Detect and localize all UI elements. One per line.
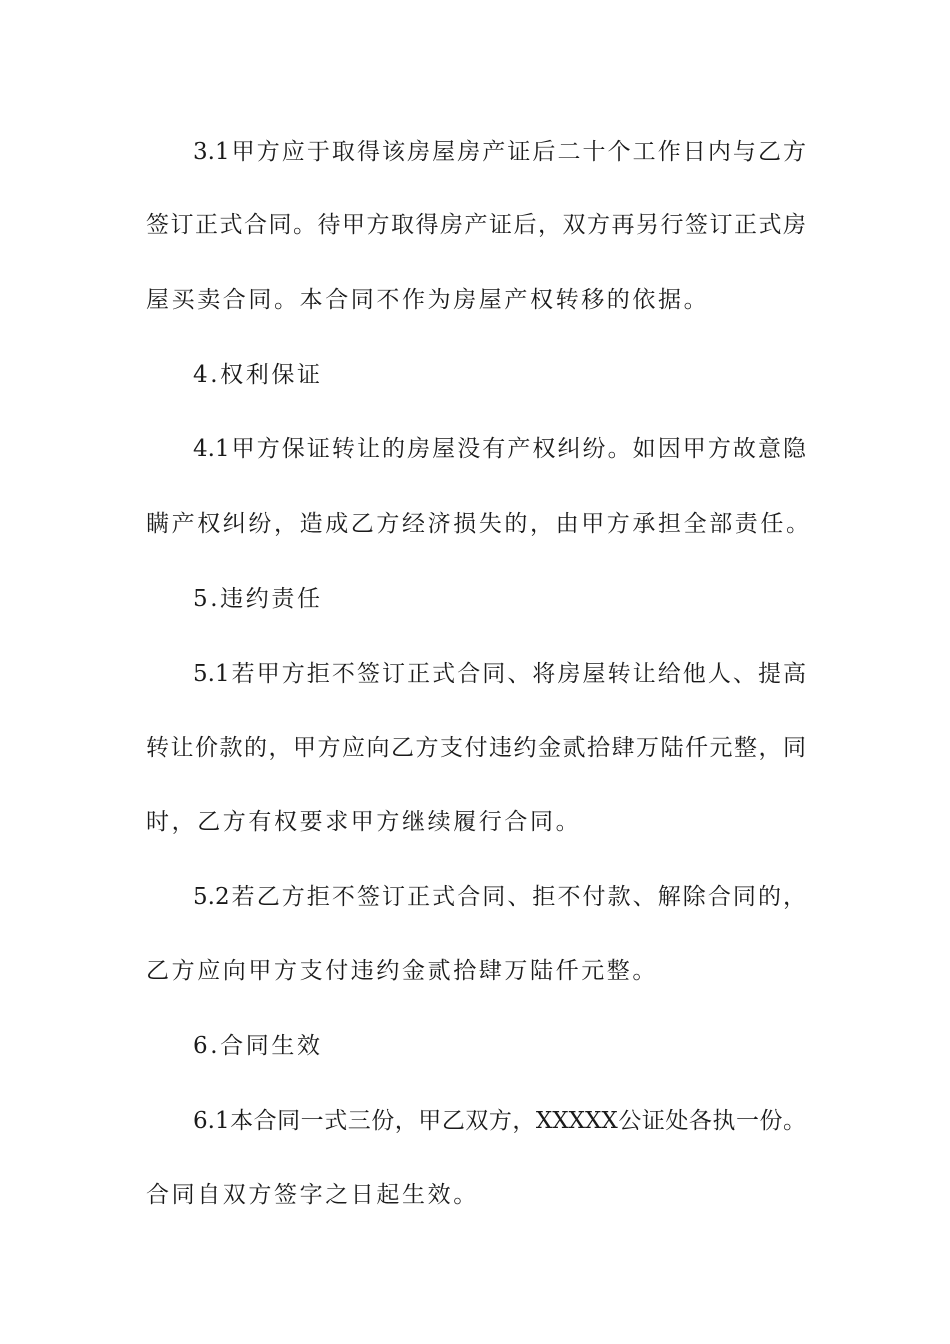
text-line: 瞒产权纠纷，造成乙方经济损失的，由甲方承担全部责任。 [146, 511, 812, 537]
text-line: 3.1甲方应于取得该房屋房产证后二十个工作日内与乙方 [193, 139, 806, 165]
text-line: 合同自双方签字之日起生效。 [146, 1182, 479, 1208]
section-heading: 4.权利保证 [193, 362, 323, 388]
text-line: 5.1若甲方拒不签订正式合同、将房屋转让给他人、提高 [193, 661, 806, 687]
text-line: 乙方应向甲方支付违约金贰拾肆万陆仟元整。 [146, 958, 658, 984]
text-line: 4.1甲方保证转让的房屋没有产权纠纷。如因甲方故意隐 [193, 436, 806, 462]
section-heading: 6.合同生效 [193, 1033, 323, 1059]
text-line: 签订正式合同。待甲方取得房产证后，双方再另行签订正式房 [146, 212, 806, 238]
text-line: 转让价款的，甲方应向乙方支付违约金贰拾肆万陆仟元整，同 [146, 735, 806, 761]
text-line: 5.2若乙方拒不签订正式合同、拒不付款、解除合同的， [193, 884, 806, 910]
text-line: 时，乙方有权要求甲方继续履行合同。 [146, 809, 582, 835]
text-line: 6.1本合同一式三份，甲乙双方，XXXXX公证处各执一份。 [193, 1108, 806, 1134]
text-line: 屋买卖合同。本合同不作为房屋产权转移的依据。 [146, 287, 710, 313]
section-heading: 5.违约责任 [193, 586, 323, 612]
